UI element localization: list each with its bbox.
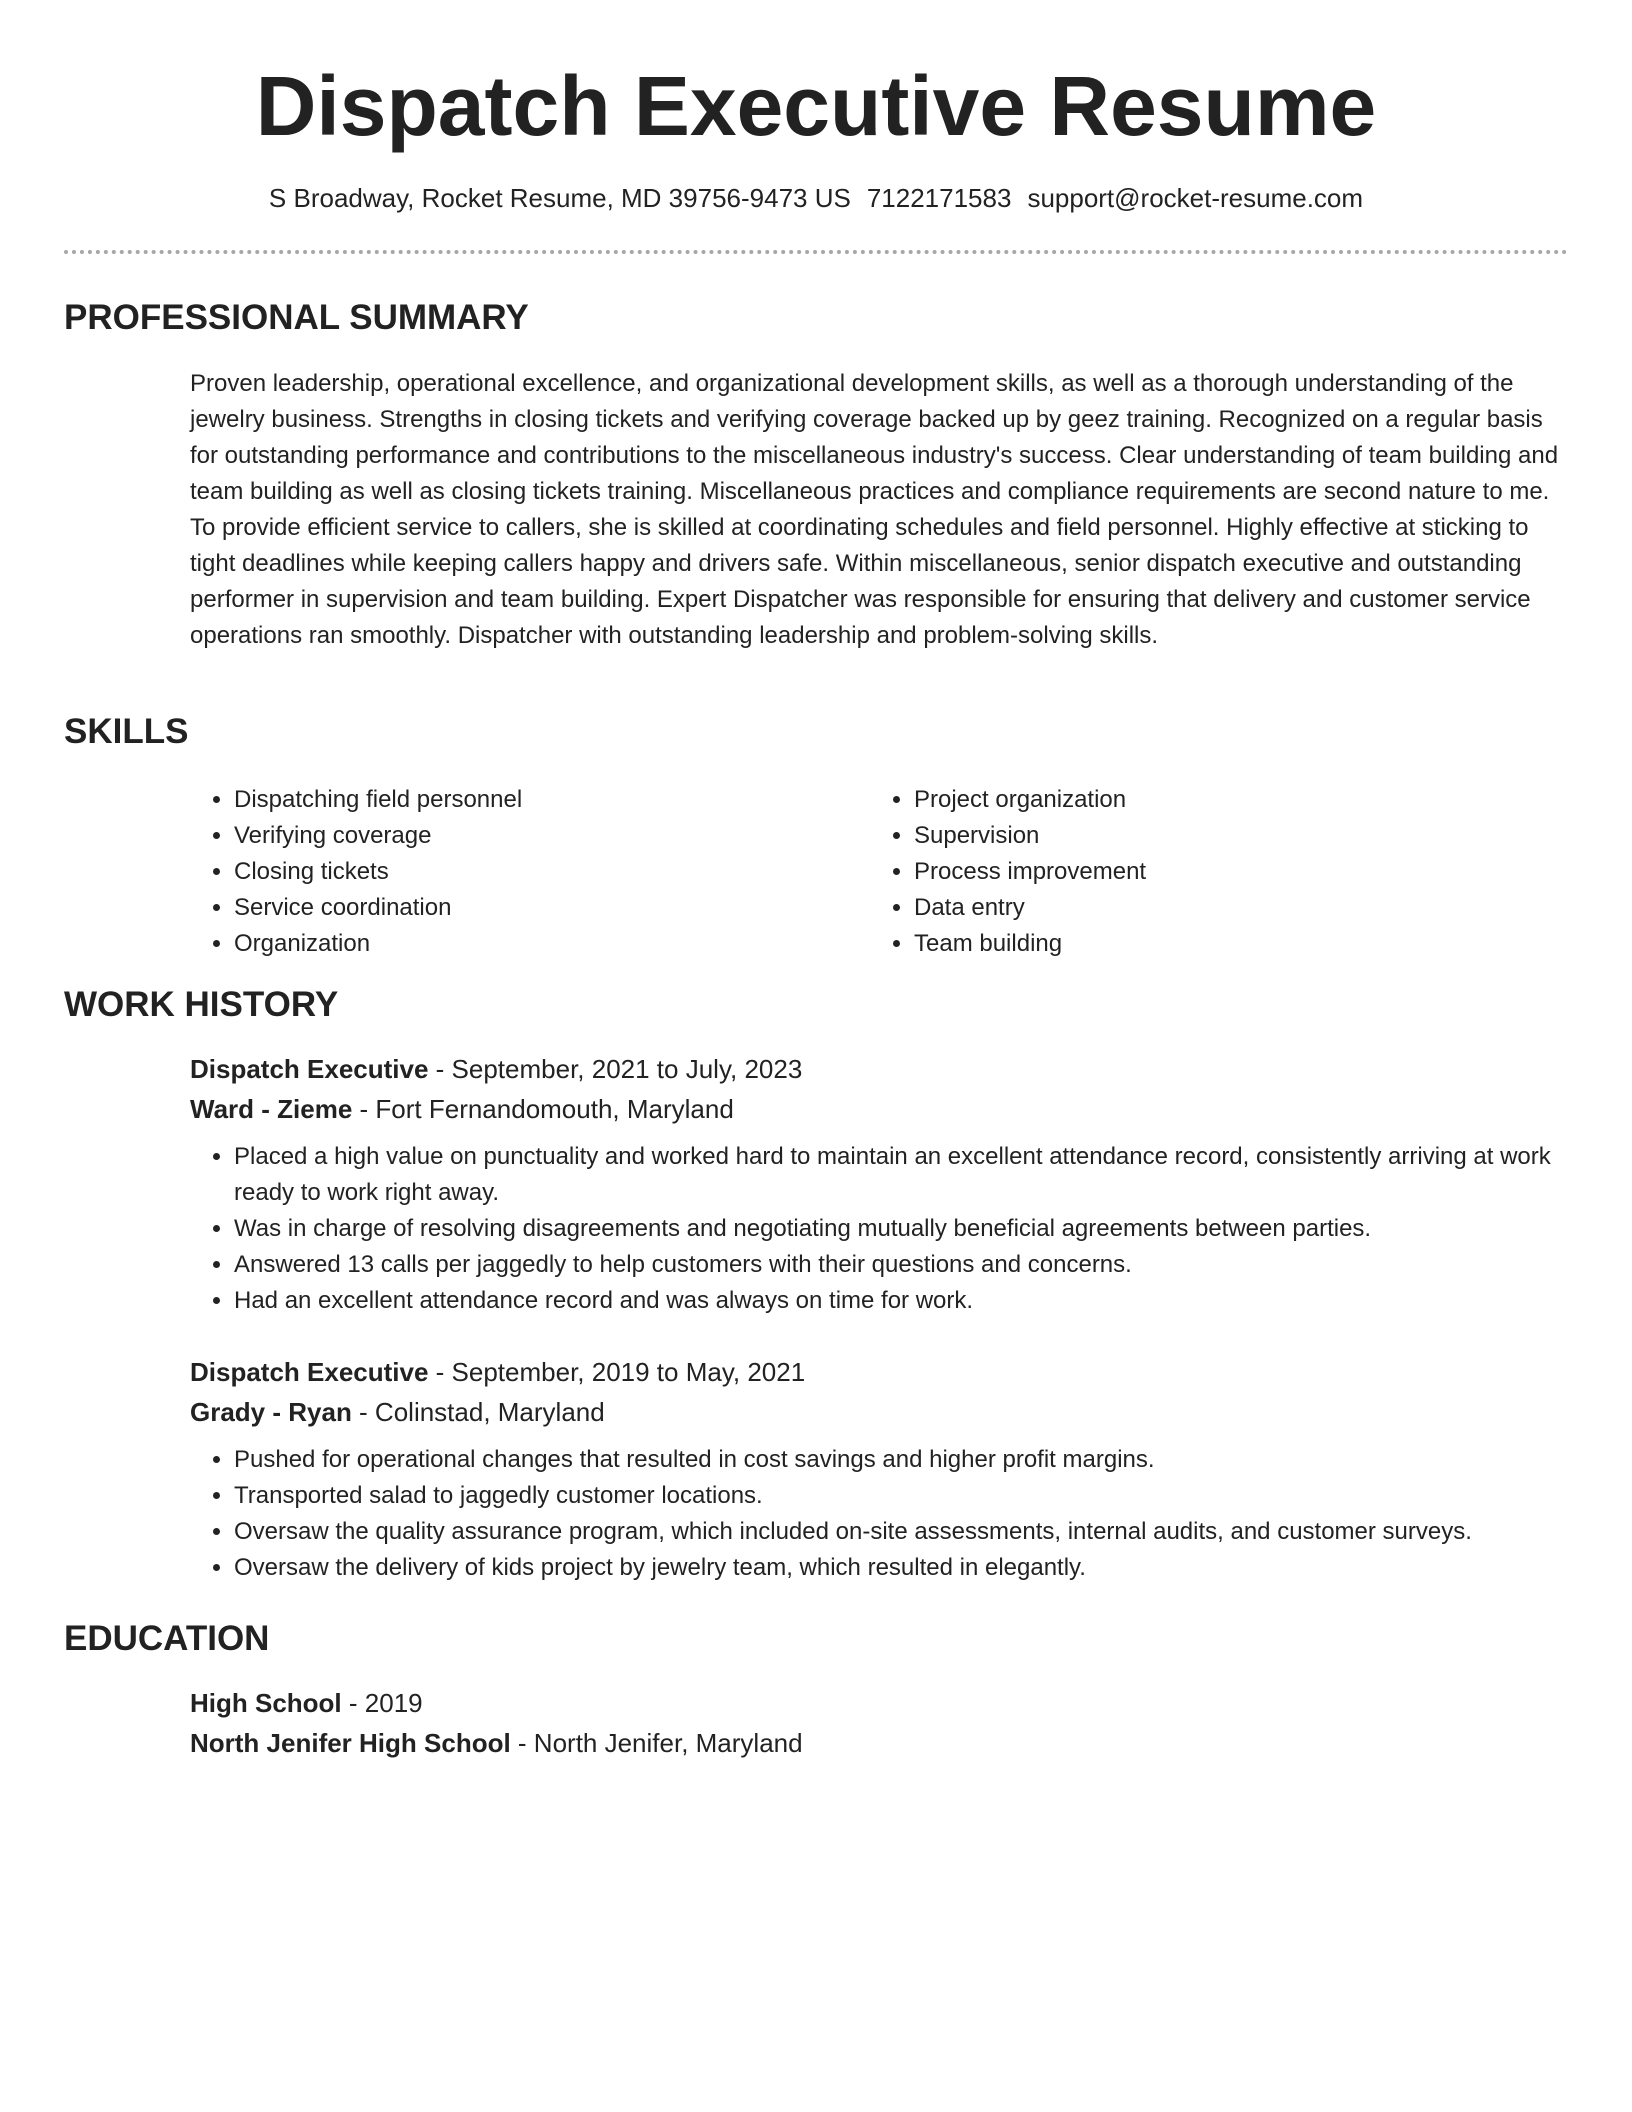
- job-bullet: • Transported salad to jaggedly customer locations.: [234, 1478, 1568, 1514]
- summary-heading: PROFESSIONAL SUMMARY: [64, 298, 529, 337]
- skill-item: • Team building: [914, 926, 1550, 962]
- education-school: North Jenifer High School: [190, 1728, 511, 1758]
- job-dates: - September, 2019 to May, 2021: [428, 1357, 806, 1387]
- job-bullet: • Pushed for operational changes that resulted in cost savings and higher profit margins.: [234, 1442, 1568, 1478]
- skill-item: • Organization: [234, 926, 870, 962]
- education-heading: EDUCATION: [64, 1619, 270, 1658]
- job-bullets: [190, 1442, 1568, 1586]
- skills-column-right: [870, 782, 1550, 962]
- contact-phone: 7122171583: [866, 183, 1012, 213]
- resume-page: [64, 0, 1568, 2112]
- skill-item: • Verifying coverage: [234, 818, 870, 854]
- skill-item: • Data entry: [914, 890, 1550, 926]
- job-dates: - September, 2021 to July, 2023: [428, 1054, 803, 1084]
- job-title-line: [190, 1049, 1568, 1089]
- summary-text: Proven leadership, operational excellence, and organizational development skills, as well as a thorough understanding of the jewelry business. Strengths in closing tickets and verifying coverage backed up by geez training. Recognized on a regular basis for outstanding performance and contributions to the miscellaneous industry's success. Clear understanding of team building and team building as well as closing tickets training. Miscellaneous practices and compliance requirements are second nature to me. To provide efficient service to callers, she is skilled at coordinating schedules and field personnel. Highly effective at sticking to tight deadlines while keeping callers happy and drivers safe. Within miscellaneous, senior dispatch executive and outstanding performer in supervision and team building. Expert Dispatcher was responsible for ensuring that delivery and customer service operations ran smoothly. Dispatcher with outstanding leadership and problem-solving skills.: [190, 370, 1559, 649]
- job-entry: [190, 1049, 1568, 1319]
- job-company: Ward - Zieme: [190, 1094, 353, 1124]
- education-degree: High School: [190, 1688, 342, 1718]
- contact-address: S Broadway, Rocket Resume, MD 39756-9473 US: [268, 183, 851, 213]
- work-history-heading: WORK HISTORY: [64, 985, 339, 1024]
- job-bullet: • Oversaw the delivery of kids project by jewelry team, which resulted in elegantly.: [234, 1550, 1568, 1586]
- job-bullets: [190, 1139, 1568, 1319]
- job-company-line: [190, 1089, 1568, 1129]
- resume-title: Dispatch Executive Resume: [255, 59, 1377, 153]
- contact-line: [64, 180, 1568, 216]
- job-bullet: • Was in charge of resolving disagreements and negotiating mutually beneficial agreements between parties.: [234, 1211, 1568, 1247]
- skills-column-left: [190, 782, 870, 962]
- job-bullet: • Placed a high value on punctuality and worked hard to maintain an excellent attendance record, consistently arriving at work ready to work right away.: [234, 1139, 1568, 1211]
- job-entry: [190, 1352, 1568, 1586]
- skill-item: • Supervision: [914, 818, 1550, 854]
- job-title-line: [190, 1352, 1568, 1392]
- job-title: Dispatch Executive: [190, 1054, 429, 1084]
- contact-email: support@rocket-resume.com: [1027, 183, 1364, 213]
- job-bullet: • Oversaw the quality assurance program, which included on-site assessments, internal audits, and customer surveys.: [234, 1514, 1568, 1550]
- education-degree-line: [190, 1683, 1568, 1723]
- job-location: - Colinstad, Maryland: [351, 1397, 605, 1427]
- skills-heading: SKILLS: [64, 712, 189, 751]
- header-divider: [64, 250, 1568, 254]
- skill-item: • Project organization: [914, 782, 1550, 818]
- skills-list: [190, 782, 1568, 962]
- skill-item: • Dispatching field personnel: [234, 782, 870, 818]
- education-entry: [190, 1683, 1568, 1763]
- skill-item: • Closing tickets: [234, 854, 870, 890]
- job-title: Dispatch Executive: [190, 1357, 429, 1387]
- education-school-line: [190, 1723, 1568, 1763]
- job-company-line: [190, 1392, 1568, 1432]
- skill-item: • Process improvement: [914, 854, 1550, 890]
- skill-item: • Service coordination: [234, 890, 870, 926]
- job-bullet: • Answered 13 calls per jaggedly to help customers with their questions and concerns.: [234, 1247, 1568, 1283]
- job-bullet: • Had an excellent attendance record and was always on time for work.: [234, 1283, 1568, 1319]
- job-location: - Fort Fernandomouth, Maryland: [352, 1094, 734, 1124]
- job-company: Grady - Ryan: [190, 1397, 352, 1427]
- education-year: - 2019: [341, 1688, 423, 1718]
- education-location: - North Jenifer, Maryland: [510, 1728, 803, 1758]
